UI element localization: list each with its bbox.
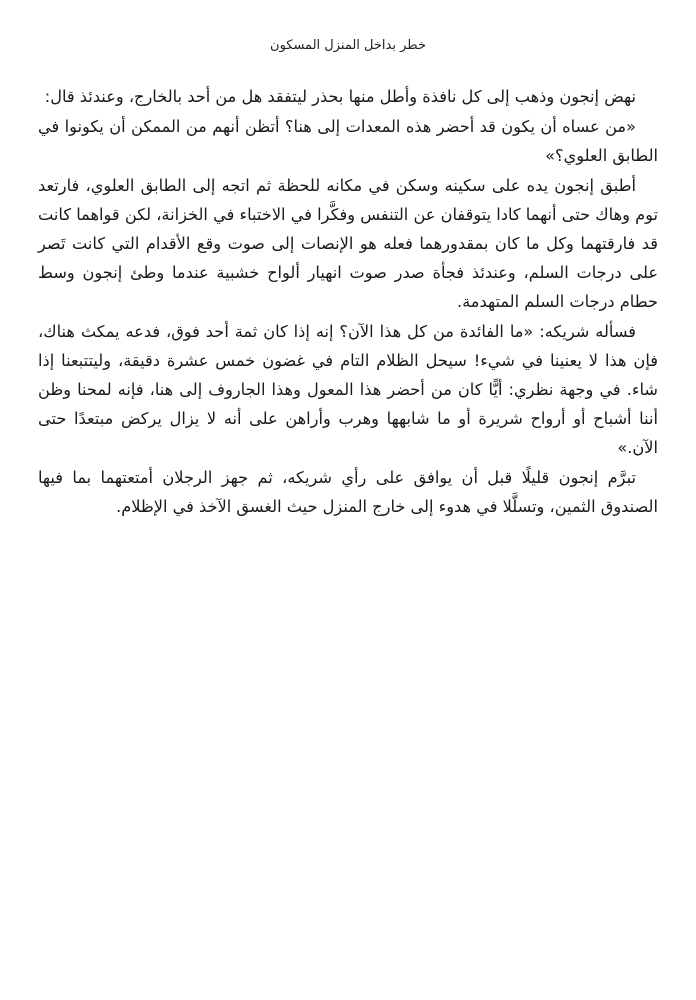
running-header-title: خطر بداخل المنزل المسكون <box>270 38 426 53</box>
body-text <box>38 82 658 522</box>
paragraph-3: أطبق إنجون يده على سكينه وسكن في مكانه للحظة ثم اتجه إلى الطابق العلوي، فارتعد توم وهاك حتى أنهما كادا يتوقفان عن التنفس وفكَّرا في الاختباء في الخزانة، لكن قواهما كانت قد فارقتهما وكل ما كان بمقدورهما فعله هو الإنصات إلى صوت وقع الأقدام التي كانت تَصر على درجات السلم، وعندئذ فجأة صدر صوت انهيار ألواح خشبية عندما وطئ إنجون وسط حطام درجات السلم المتهدمة. <box>38 176 658 311</box>
paragraph-2: «من عساه أن يكون قد أحضر هذه المعدات إلى هنا؟ أتظن أنهم من الممكن أن يكونوا في الطابق العلوي؟» <box>38 117 658 165</box>
paragraph-5: تبرَّم إنجون قليلًا قبل أن يوافق على رأي شريكه، ثم جهز الرجلان أمتعتهما بما فيها الصندوق الثمين، وتسلَّلا في هدوء إلى خارج المنزل حيث الغسق الآخذ في الإظلام. <box>38 468 658 516</box>
paragraph-1: نهض إنجون وذهب إلى كل نافذة وأطل منها بحذر ليتفقد هل من أحد بالخارج، وعندئذ قال: <box>44 87 636 106</box>
paragraph-4: فسأله شريكه: «ما الفائدة من كل هذا الآن؟ إنه إذا كان ثمة أحد فوق، فدعه يمكث هناك، فإن هذا لا يعنينا في شيء! سيحل الظلام التام في غضون خمس عشرة دقيقة، وليتتبعنا إذا شاء. في وجهة نظري: أيًّا كان من أحضر هذا المعول وهذا الجاروف إلى هنا، فإنه لمحنا وظن أننا أشباح أو أرواح شريرة أو ما شابهها وهرب وأراهن على أنه لا يزال يركض مبتعدًا حتى الآن.» <box>38 322 658 457</box>
